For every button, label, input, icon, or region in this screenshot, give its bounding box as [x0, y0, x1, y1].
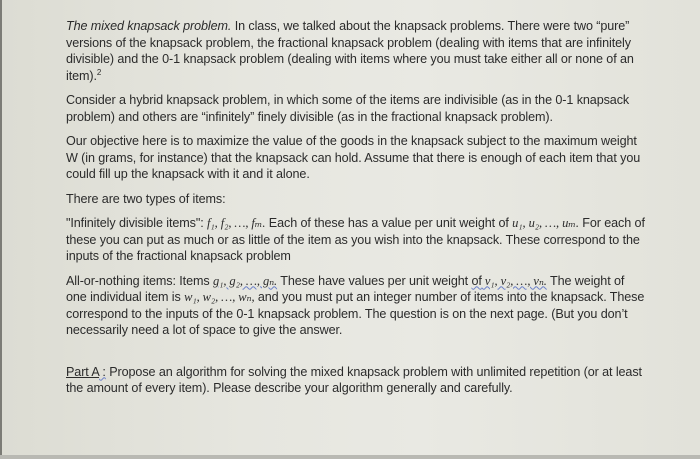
- part-a-paragraph: [66, 364, 646, 397]
- document-page: [66, 18, 646, 405]
- aon-lead: All-or-nothing items: Items: [66, 273, 213, 288]
- intro-paragraph: [66, 18, 646, 84]
- hybrid-paragraph: Consider a hybrid knapsack problem, in which some of the items are indivisible (as in the 0-1 knapsack problem) and others are “infinitely” finely divisible (as in the fractional knapsack problem).: [66, 93, 630, 124]
- divisible-items-lead: "Infinitely divisible items":: [66, 216, 208, 230]
- aon-values-math: v₁, v₂, …, vₙ.: [481, 273, 547, 288]
- all-or-nothing-paragraph: [66, 273, 646, 339]
- divisible-items-paragraph: [66, 215, 646, 265]
- divisible-items-math: f₁, f₂, …, fₘ.: [207, 216, 266, 230]
- intro-text: In class, we talked about the knapsack problems. There were two “pure” versions of the knapsack problem, the fractional knapsack problem (dealing with items that are infinitely divisible) and the 0-1 knapsack problem (dealing with items where you must take either all or none of an item).: [66, 19, 634, 83]
- objective-paragraph: Our objective here is to maximize the value of the goods in the knapsack subject to the maximum weight W (in grams, for instance) that the knapsack can hold. Assume that there is enough of each item that you could fill up the knapsack with it and it alone.: [66, 134, 641, 181]
- problem-title: The mixed knapsack problem.: [66, 19, 232, 33]
- part-a-label: Part A: [66, 364, 100, 379]
- divisible-items-tail: For each of these you can put as much or as little of the item as you wish into the knapsack. These correspond to the inputs of the fractional knapsack problem: [66, 216, 645, 263]
- aon-middle2: The weight of one individual item is: [66, 273, 625, 304]
- aon-middle: These have values per unit weight: [277, 273, 472, 288]
- page-bottom-edge: [0, 455, 700, 459]
- divisible-items-middle: Each of these has a value per unit weight of: [265, 216, 513, 230]
- divisible-values-math: u₁, u₂, …, uₘ.: [512, 216, 579, 230]
- aon-weights-math: w₁, w₂, …, wₙ,: [184, 290, 255, 304]
- part-a-colon: :: [99, 364, 106, 379]
- item-types-heading: There are two types of items:: [66, 191, 226, 206]
- page-left-edge: [0, 0, 2, 459]
- aon-items-math: g₁, g₂, …, gₙ.: [212, 273, 278, 288]
- aon-of-word: of: [471, 273, 482, 288]
- part-a-text: Propose an algorithm for solving the mixed knapsack problem with unlimited repetition (or at least the amount of every item). Please describe your algorithm generally and carefully.: [66, 364, 642, 395]
- footnote-marker: 2: [96, 67, 102, 77]
- aon-tail: and you must put an integer number of items into the knapsack. These correspond to the inputs of the 0-1 knapsack problem. The question is on the next page. (But you don’t necessarily need a lot of space to give the answer.: [66, 290, 645, 337]
